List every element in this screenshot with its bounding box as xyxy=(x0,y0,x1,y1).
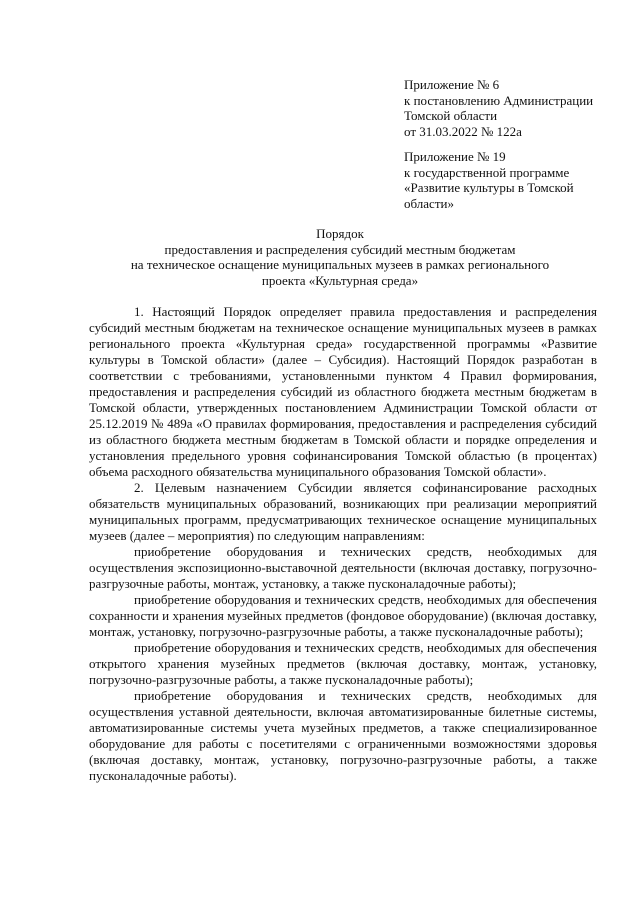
list-item-direction: приобретение оборудования и технических средств, необходимых для обеспечения сохранности и хранения музейных предметов (фондовое оборудование) (включая доставку, монтаж, установку, погрузочно-разгрузочные работы, а также пусконаладочные работы); xyxy=(89,592,597,639)
document-title xyxy=(60,226,620,288)
title-line: на техническое оснащение муниципальных музеев в рамках регионального xyxy=(130,257,550,272)
appendix-secondary-line: к государственной программе xyxy=(404,164,570,180)
paragraph-clause-1: 1. Настоящий Порядок определяет правила предоставления и распределения субсидий местным бюджетам на техническое оснащение муниципальных музеев в рамках регионального проекта «Культурная среда» государственной программы «Развитие культуры в Томской области» (далее – Субсидия). Настоящий Порядок разработан в соответствии с требованиями, установленными пунктом 4 Правил формирования, предоставления и распределения субсидий из областного бюджета местным бюджетам в Томской области, утвержденных постановлением Администрации Томской области от 25.12.2019 № 489а «О правилах формирования, предоставления и распределения субсидий из областного бюджета местным бюджетам в Томской области и порядке определения и установления предельного уровня софинансирования Томской областью (в процентах) объема расходного обязательства муниципального образования Томской области». xyxy=(89,304,597,479)
title-line: предоставления и распределения субсидий местным бюджетам xyxy=(164,241,516,257)
appendix-primary-line: от 31.03.2022 № 122а xyxy=(404,123,522,139)
appendix-secondary-line: области» xyxy=(404,195,454,211)
document-body xyxy=(89,304,597,784)
list-item-direction: приобретение оборудования и технических средств, необходимых для осуществления экспозиционно-выставочной деятельности (включая доставку, погрузочно-разгрузочные работы, монтаж, установку, а также пусконаладочные работы); xyxy=(89,544,597,591)
appendix-secondary-line: «Развитие культуры в Томской xyxy=(404,180,574,195)
appendix-secondary-line: Приложение № 19 xyxy=(404,149,506,164)
appendix-primary xyxy=(404,77,624,139)
title-line: проекта «Культурная среда» xyxy=(261,272,419,288)
appendix-primary-line: к постановлению Администрации xyxy=(404,92,594,108)
title-line: Порядок xyxy=(316,226,364,241)
paragraph-clause-2: 2. Целевым назначением Субсидии является софинансирование расходных обязательств муниципальных образований, возникающих при реализации мероприятий муниципальных программ, предусматривающих техническое оснащение муниципальных музеев (далее – мероприятия) по следующим направлениям: xyxy=(89,480,597,543)
list-item-direction: приобретение оборудования и технических средств, необходимых для осуществления уставной деятельности, включая автоматизированные билетные системы, автоматизированные системы учета музейных предметов, а также специализированное оборудование для работы с посетителями с ограниченными возможностями здоровья (включая доставку, монтаж, установку, погрузочно-разгрузочные работы, а также пусконаладочные работы). xyxy=(89,688,597,783)
appendix-secondary xyxy=(404,149,624,211)
list-item-direction: приобретение оборудования и технических средств, необходимых для обеспечения открытого хранения музейных предметов (включая доставку, монтаж, установку, погрузочно-разгрузочные работы, а также пусконаладочные работы); xyxy=(89,640,597,687)
appendix-primary-line: Томской области xyxy=(404,108,498,123)
appendix-primary-line: Приложение № 6 xyxy=(404,77,500,92)
